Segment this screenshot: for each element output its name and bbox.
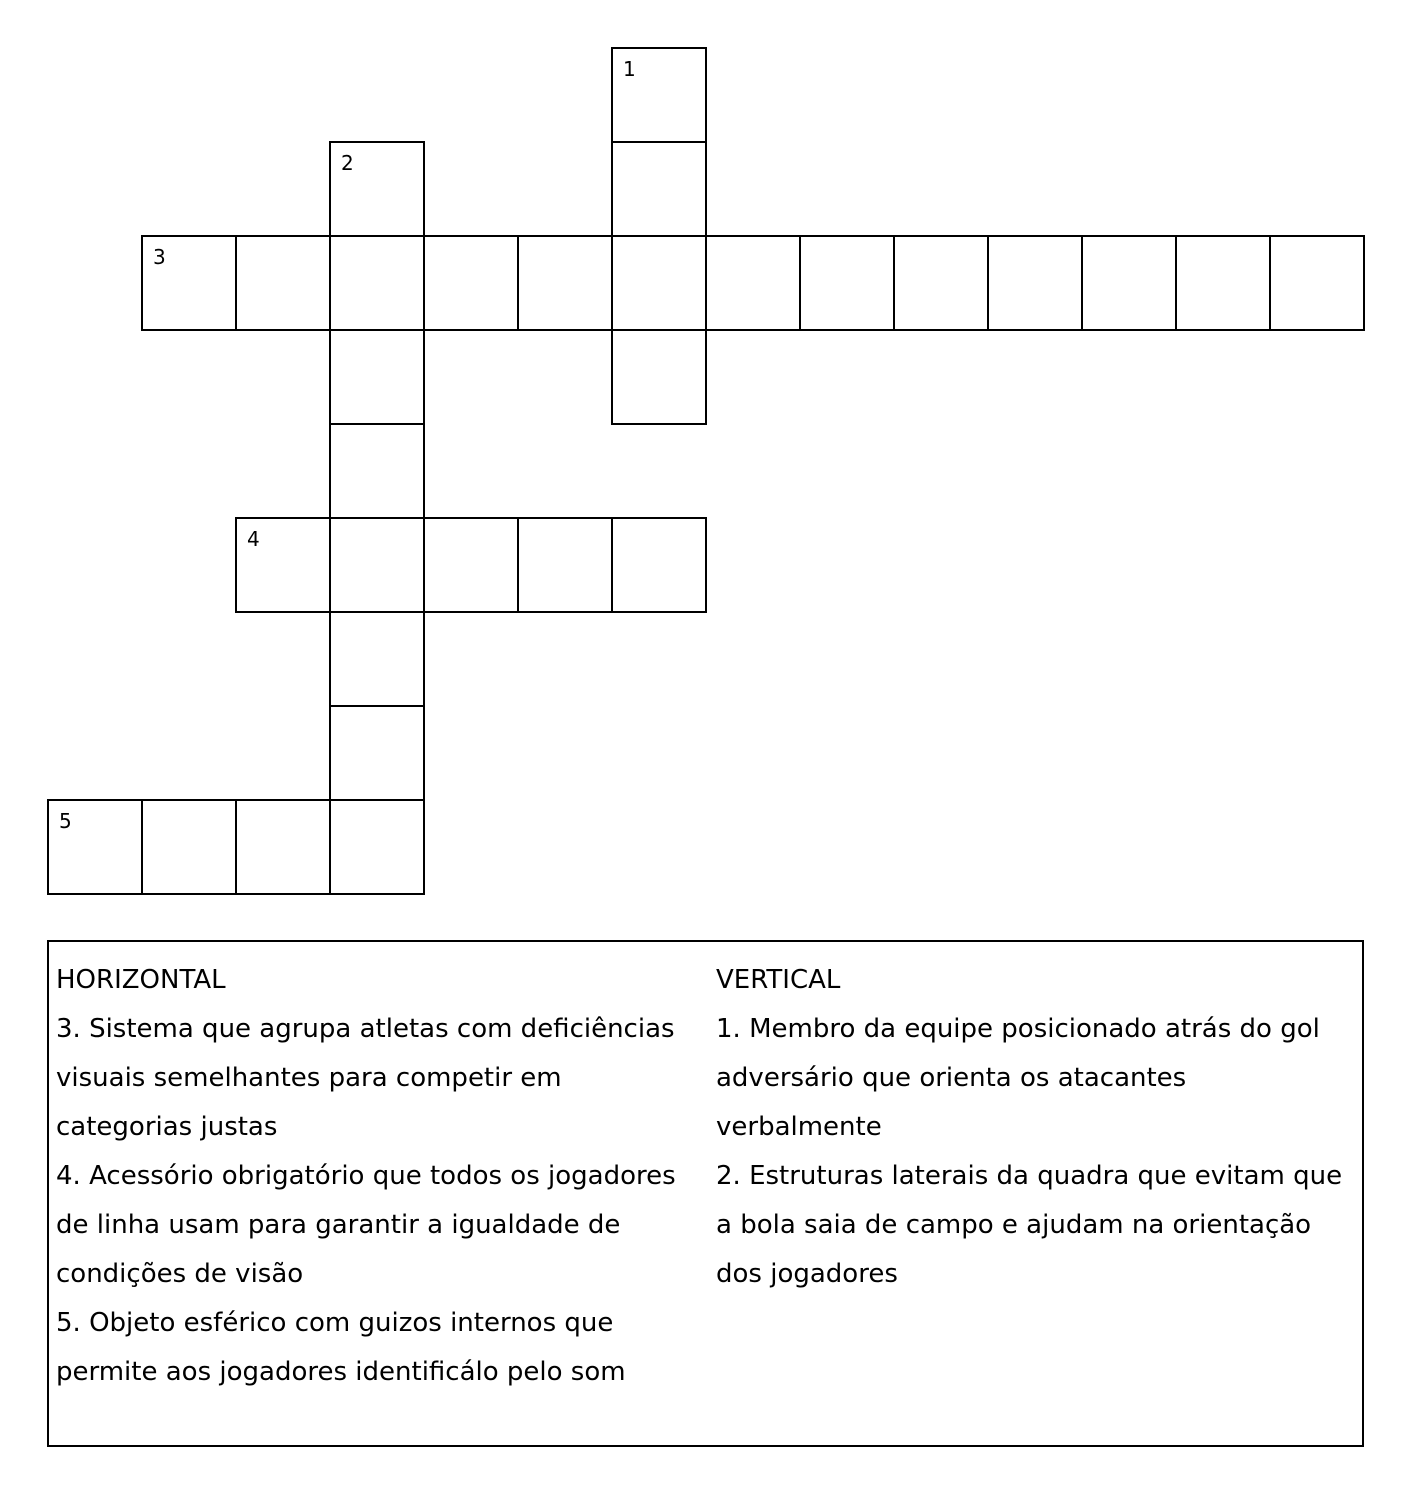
crossword-cell-r5-c6[interactable] <box>611 517 707 613</box>
crossword-cell-r8-c1[interactable] <box>141 799 237 895</box>
clue-vertical-2: 2. Estruturas laterais da quadra que evitam que a bola saia de campo e ajudam na orientação dos jogadores <box>716 1161 1343 1289</box>
clue-horizontal-4: 4. Acessório obrigatório que todos os jogadores de linha usam para garantir a igualdade de condições de visão <box>56 1161 676 1289</box>
crossword-cell-r2-c4[interactable] <box>423 235 519 331</box>
horizontal-clues <box>56 956 701 1397</box>
crossword-cell-r1-c6[interactable] <box>611 141 707 237</box>
clue-number: 2 <box>341 151 354 175</box>
crossword-cell-r0-c6[interactable] <box>611 47 707 143</box>
crossword-cell-r2-c5[interactable] <box>517 235 613 331</box>
clue-number: 4 <box>247 527 260 551</box>
crossword-cell-r2-c8[interactable] <box>799 235 895 331</box>
crossword-cell-r2-c7[interactable] <box>705 235 801 331</box>
crossword-cell-r8-c3[interactable] <box>329 799 425 895</box>
crossword-cell-r3-c3[interactable] <box>329 329 425 425</box>
crossword-cell-r2-c9[interactable] <box>893 235 989 331</box>
crossword-cell-r2-c3[interactable] <box>329 235 425 331</box>
crossword-cell-r5-c3[interactable] <box>329 517 425 613</box>
clue-horizontal-5: 5. Objeto esférico com guizos internos que permite aos jogadores identificálo pelo som <box>56 1308 626 1387</box>
crossword-cell-r1-c3[interactable] <box>329 141 425 237</box>
clue-number: 1 <box>623 57 636 81</box>
crossword-cell-r2-c13[interactable] <box>1269 235 1365 331</box>
crossword-cell-r2-c12[interactable] <box>1175 235 1271 331</box>
crossword-cell-r5-c4[interactable] <box>423 517 519 613</box>
vertical-clues <box>716 956 1358 1299</box>
clue-number: 5 <box>59 809 72 833</box>
vertical-heading: VERTICAL <box>716 965 841 995</box>
crossword-cell-r2-c1[interactable] <box>141 235 237 331</box>
crossword-cell-r2-c2[interactable] <box>235 235 331 331</box>
crossword-cell-r8-c0[interactable] <box>47 799 143 895</box>
crossword-cell-r6-c3[interactable] <box>329 611 425 707</box>
horizontal-heading: HORIZONTAL <box>56 965 226 995</box>
crossword-cell-r4-c3[interactable] <box>329 423 425 519</box>
clue-number: 3 <box>153 245 166 269</box>
crossword-cell-r5-c2[interactable] <box>235 517 331 613</box>
crossword-cell-r2-c11[interactable] <box>1081 235 1177 331</box>
clue-vertical-1: 1. Membro da equipe posicionado atrás do gol adversário que orienta os atacantes verbalmente <box>716 1014 1320 1142</box>
clue-horizontal-3: 3. Sistema que agrupa atletas com deficiências visuais semelhantes para competir em categorias justas <box>56 1014 675 1142</box>
crossword-cell-r8-c2[interactable] <box>235 799 331 895</box>
crossword-cell-r7-c3[interactable] <box>329 705 425 801</box>
crossword-cell-r5-c5[interactable] <box>517 517 613 613</box>
clues-panel <box>47 940 1364 1447</box>
crossword-cell-r2-c10[interactable] <box>987 235 1083 331</box>
crossword-cell-r3-c6[interactable] <box>611 329 707 425</box>
crossword-cell-r2-c6[interactable] <box>611 235 707 331</box>
